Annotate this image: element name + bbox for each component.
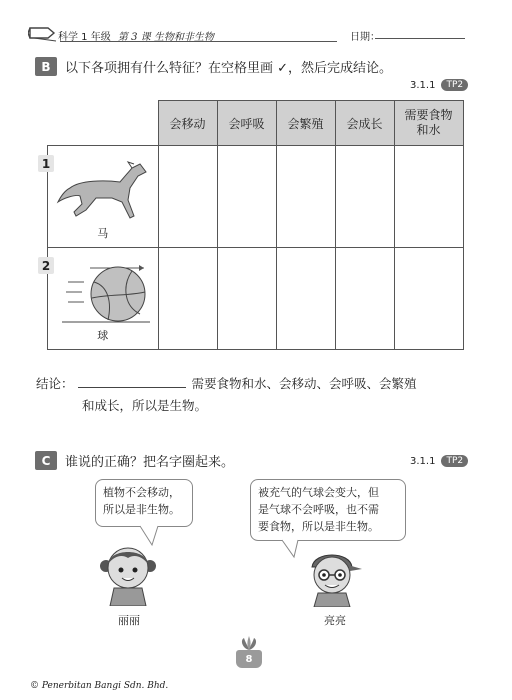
- page-number: 8: [245, 653, 253, 665]
- characteristics-table: [47, 100, 464, 350]
- check-cell[interactable]: [217, 248, 276, 350]
- conclusion-text-2: 和成长，所以是生物。: [82, 398, 208, 413]
- speech-left-line-1: 植物不会移动，: [103, 486, 180, 499]
- date-field-line[interactable]: [375, 38, 465, 39]
- check-cell[interactable]: [276, 248, 335, 350]
- section-c-title: 谁说的正确？把名字圈起来。: [65, 455, 235, 470]
- section-b-tp-badge: TP2: [441, 79, 468, 91]
- ball-icon: [50, 252, 158, 330]
- column-header: 需要食物 和水: [394, 101, 463, 146]
- section-b-code-group: [410, 79, 468, 91]
- check-cell[interactable]: [158, 248, 217, 350]
- girl-lili-icon: [98, 540, 158, 606]
- row-label: 球: [97, 329, 109, 342]
- column-header: 会呼吸: [217, 101, 276, 146]
- section-c-letter: C: [35, 451, 57, 470]
- check-cell[interactable]: [335, 248, 394, 350]
- speech-bubble-right: [250, 479, 406, 541]
- publisher-credit: © Penerbitan Bangi Sdn. Bhd.: [30, 681, 169, 691]
- name-lili[interactable]: 丽丽: [118, 614, 140, 627]
- section-b-letter: B: [35, 57, 57, 76]
- row-number-badge: 1: [38, 155, 54, 172]
- name-liangliang[interactable]: 亮亮: [324, 614, 346, 627]
- column-header: 会移动: [158, 101, 217, 146]
- table-header-row: [48, 101, 464, 146]
- lesson-label: 第 3 课 生物和非生物: [117, 32, 214, 43]
- section-b-code: 3.1.1: [410, 79, 436, 91]
- speech-left-line-2: 所以是非生物。: [103, 503, 180, 516]
- check-cell[interactable]: [394, 248, 463, 350]
- section-c-code-group: [410, 455, 468, 467]
- speech-right-line-1: 被充气的气球会变大，但: [258, 486, 379, 499]
- table-row: [48, 248, 464, 350]
- section-c-code: 3.1.1: [410, 455, 436, 467]
- boy-liangliang-icon: [300, 545, 364, 607]
- horse-icon: [50, 150, 158, 228]
- table-corner: [48, 101, 159, 146]
- row-number-badge: 2: [38, 257, 54, 274]
- conclusion-line-1: [36, 373, 476, 395]
- check-cell[interactable]: [217, 146, 276, 248]
- column-header: 会繁殖: [276, 101, 335, 146]
- row-image-cell: [48, 146, 159, 248]
- check-cell[interactable]: [276, 146, 335, 248]
- speech-right-line-3: 要食物，所以是非生物。: [258, 520, 379, 533]
- speech-bubble-left: [95, 479, 193, 527]
- header-rule: [60, 41, 337, 42]
- conclusion-label: 结论：: [36, 376, 74, 391]
- check-cell[interactable]: [158, 146, 217, 248]
- section-c-heading: [35, 451, 234, 470]
- row-label: 马: [97, 227, 109, 240]
- conclusion-answer-blank[interactable]: [78, 373, 186, 388]
- check-cell[interactable]: [394, 146, 463, 248]
- pencil-logo-icon: [28, 22, 58, 44]
- conclusion-text-1: 需要食物和水、会移动、会呼吸、会繁殖: [191, 376, 417, 391]
- column-header: 会成长: [335, 101, 394, 146]
- date-label: 日期：: [350, 32, 380, 43]
- page-number-pot: [236, 650, 262, 668]
- speech-right-line-2: 是气球不会呼吸，也不需: [258, 503, 379, 516]
- subject-label: 科学 1 年级: [58, 32, 111, 43]
- section-b-heading: [35, 57, 392, 76]
- table-row: [48, 146, 464, 248]
- check-cell[interactable]: [335, 146, 394, 248]
- speech-tail-right: [278, 539, 302, 559]
- conclusion-block: [36, 373, 476, 417]
- section-c-tp-badge: TP2: [441, 455, 468, 467]
- row-image-cell: [48, 248, 159, 350]
- section-b-title: 以下各项拥有什么特征？在空格里画 ✓，然后完成结论。: [65, 61, 393, 76]
